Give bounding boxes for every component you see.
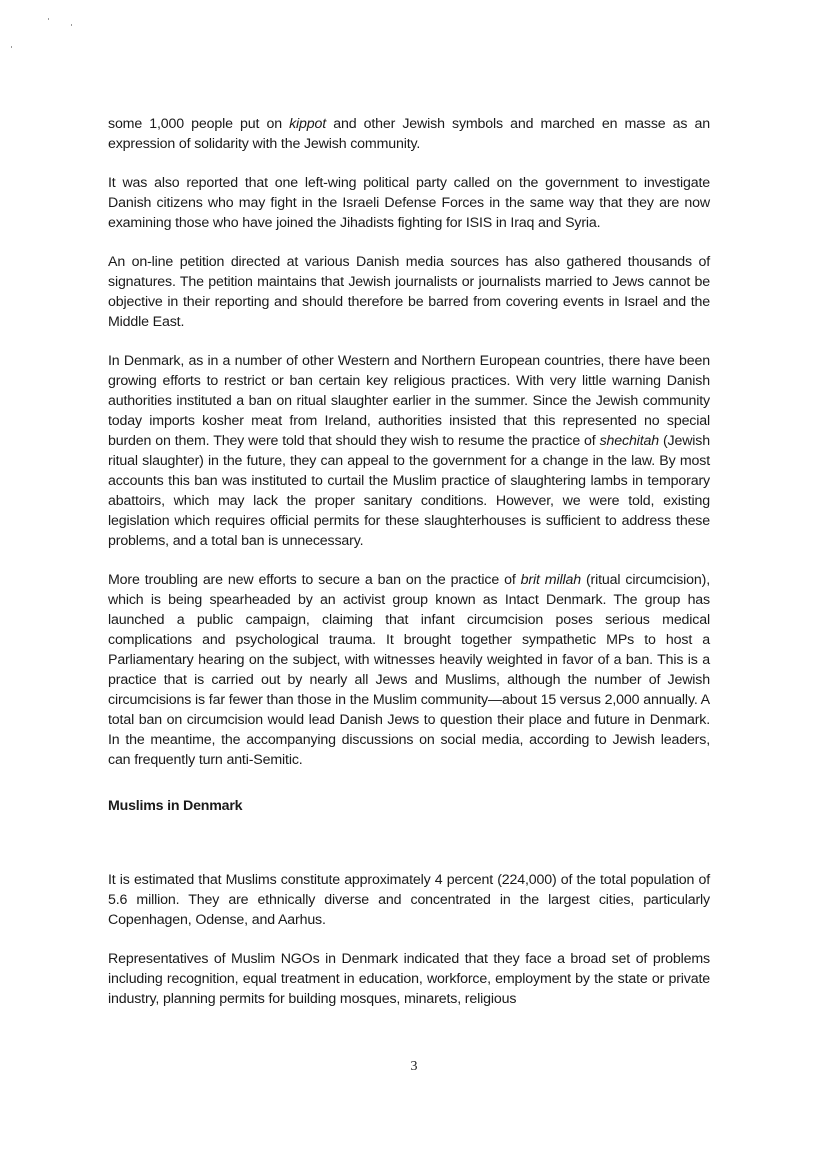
paragraph-text: (Jewish ritual slaughter) in the future, they can appeal to the government for a change in the law. By most accounts this ban was instituted to curtail the Muslim practice of slaughtering lambs in temporary abattoirs, which may lack the proper sanitary conditions. However, we were told, existing legislation which requires official permits for these slaughterhouses is sufficient to address these problems, and a total ban is unnecessary. bbox=[108, 433, 710, 549]
body-paragraph: It is estimated that Muslims constitute approximately 4 percent (224,000) of the total population of 5.6 million. They are ethnically diverse and concentrated in the largest cities, particularly Copenhagen, Odense, and Aarhus. bbox=[108, 872, 710, 928]
paragraph-text: and other Jewish symbols and marched en masse as an expression of solidarity with the Jewish community. bbox=[108, 116, 710, 152]
paragraph-text: (ritual circumcision), which is being spearheaded by an activist group known as Intact Denmark. The group has launched a public campaign, claiming that infant circumcision poses serious medical complications and psychological trauma. It brought together sympathetic MPs to host a Parliamentary hearing on the subject, with witnesses heavily weighted in favor of a ban. This is a practice that is carried out by nearly all Jews and Muslims, although the number of Jewish circumcisions is far fewer than those in the Muslim community—about 15 versus 2,000 annually. A total ban on circumcision would lead Danish Jews to question their place and future in Denmark. In the meantime, the accompanying discussions on social media, according to Jewish leaders, can frequently turn anti-Semitic. bbox=[108, 572, 710, 768]
italic-term: shechitah bbox=[599, 433, 659, 449]
scan-speck bbox=[71, 24, 72, 26]
paragraph-text: In Denmark, as in a number of other Western and Northern European countries, there have been growing efforts to restrict or ban certain key religious practices. With very little warning Danish authorities instituted a ban on ritual slaughter earlier in the summer. Since the Jewish community today imports kosher meat from Ireland, authorities insisted that this represented no special burden on them. They were told that should they wish to resume the practice of bbox=[108, 353, 710, 449]
page-number: 3 bbox=[410, 1059, 418, 1074]
section-heading: Muslims in Denmark bbox=[108, 798, 243, 814]
scan-speck bbox=[11, 46, 12, 48]
body-paragraph bbox=[108, 114, 710, 154]
paragraph-text: More troubling are new efforts to secure a ban on the practice of bbox=[108, 572, 521, 588]
body-paragraph bbox=[108, 570, 710, 770]
italic-term: brit millah bbox=[520, 572, 581, 588]
scan-speck bbox=[48, 18, 49, 20]
body-paragraph: An on-line petition directed at various Danish media sources has also gathered thousands of signatures. The petition maintains that Jewish journalists or journalists married to Jews cannot be objective in their reporting and should therefore be barred from covering events in Israel and the Middle East. bbox=[108, 254, 710, 330]
document-body bbox=[108, 114, 710, 1028]
body-paragraph: It was also reported that one left-wing political party called on the government to investigate Danish citizens who may fight in the Israeli Defense Forces in the same way that they are now examining those who have joined the Jihadists fighting for ISIS in Iraq and Syria. bbox=[108, 175, 710, 231]
body-paragraph: Representatives of Muslim NGOs in Denmark indicated that they face a broad set of problems including recognition, equal treatment in education, workforce, employment by the state or private industry, planning permits for building mosques, minarets, religious bbox=[108, 951, 710, 1007]
paragraph-text: some 1,000 people put on bbox=[108, 116, 290, 132]
body-paragraph bbox=[108, 351, 710, 551]
italic-term: kippot bbox=[289, 116, 327, 132]
